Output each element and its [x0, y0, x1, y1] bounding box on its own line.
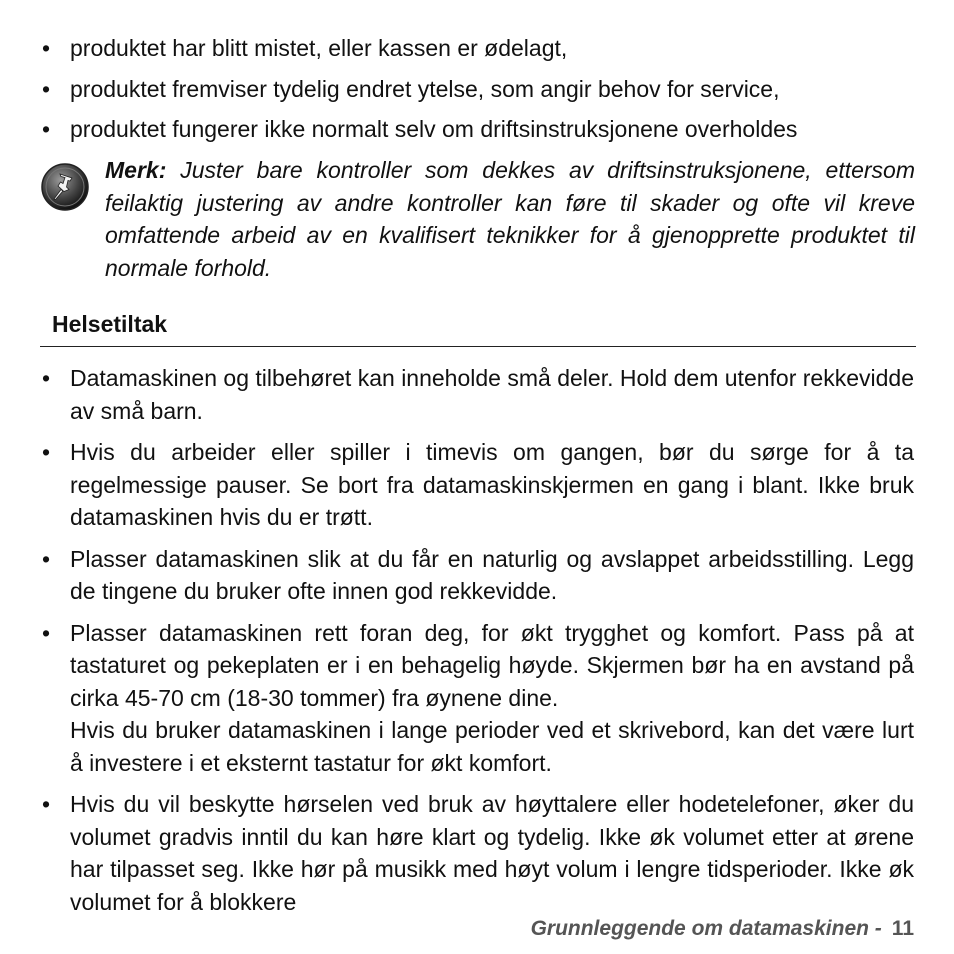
list-item	[0, 362, 954, 427]
list-item-text-continued: Hvis du bruker datamaskinen i lange perioder ved et skrivebord, kan det være lurt å investere i et eksternt tastatur for økt komfort.	[70, 717, 914, 776]
page-footer	[531, 914, 914, 944]
bullet-marker: •	[41, 365, 51, 391]
list-item	[0, 543, 954, 608]
list-item	[0, 113, 954, 146]
list-item-text: Datamaskinen og tilbehøret kan inneholde små deler. Hold dem utenfor rekkevidde av små barn.	[70, 365, 914, 424]
warning-bullet-list	[0, 32, 954, 154]
health-bullet-list	[0, 362, 954, 927]
list-item	[0, 788, 954, 918]
note-body: Juster bare kontroller som dekkes av driftsinstruksjonene, ettersom feilaktig justering av andre kontroller kan føre til skader og ofte vil kreve omfattende arbeid av en kvalifisert teknikker for å gjenopprette produktet til normale forhold.	[105, 157, 915, 281]
bullet-marker: •	[41, 791, 51, 817]
list-item-text: Hvis du arbeider eller spiller i timevis om gangen, bør du sørge for å ta regelmessige pauser. Se bort fra datamaskinskjermen en gang i blant. Ikke bruk datamaskinen hvis du er trøtt.	[70, 439, 914, 530]
list-item-text: Plasser datamaskinen rett foran deg, for økt trygghet og komfort. Pass på at tastaturet og pekeplaten er i en behagelig høyde. Skjermen bør ha en avstand på cirka 45-70 cm (18-30 tommer) fra øynene dine.	[70, 619, 914, 711]
note-text	[105, 154, 915, 284]
list-item-text: produktet fungerer ikke normalt selv om driftsinstruksjonene overholdes	[70, 116, 798, 142]
note-label: Merk:	[105, 157, 167, 183]
section-title: Helsetiltak	[52, 311, 168, 337]
bullet-marker: •	[41, 619, 51, 646]
bullet-marker: •	[41, 75, 51, 102]
bullet-marker: •	[41, 35, 51, 61]
list-item-text: Hvis du vil beskytte hørselen ved bruk av høyttalere eller hodetelefoner, øker du volumet gradvis inntil du kan høre klart og tydelig. Ikke øk volumet etter at ørene har tilpasset seg. Ikke hør på musikk med høyt volum i lengre tidsperioder. Ikke øk volumet for å blokkere	[70, 791, 914, 915]
list-item-text: Plasser datamaskinen slik at du får en naturlig og avslappet arbeidsstilling. Legg de tingene du bruker ofte innen god rekkevidde.	[70, 545, 914, 604]
list-item	[0, 617, 954, 780]
list-item	[0, 436, 954, 534]
bullet-marker: •	[41, 545, 51, 572]
bullet-marker: •	[41, 439, 51, 465]
footer-title: Grunnleggende om datamaskinen -	[530, 917, 882, 940]
list-item-text: produktet fremviser tydelig endret ytelse, som angir behov for service,	[70, 75, 780, 102]
section-divider	[40, 346, 916, 347]
list-item	[0, 32, 954, 65]
list-item-text: produktet har blitt mistet, eller kassen er ødelagt,	[70, 35, 568, 61]
page-number: 11	[891, 917, 914, 940]
bullet-marker: •	[41, 116, 51, 142]
pushpin-icon	[40, 162, 90, 212]
list-item	[0, 73, 954, 106]
